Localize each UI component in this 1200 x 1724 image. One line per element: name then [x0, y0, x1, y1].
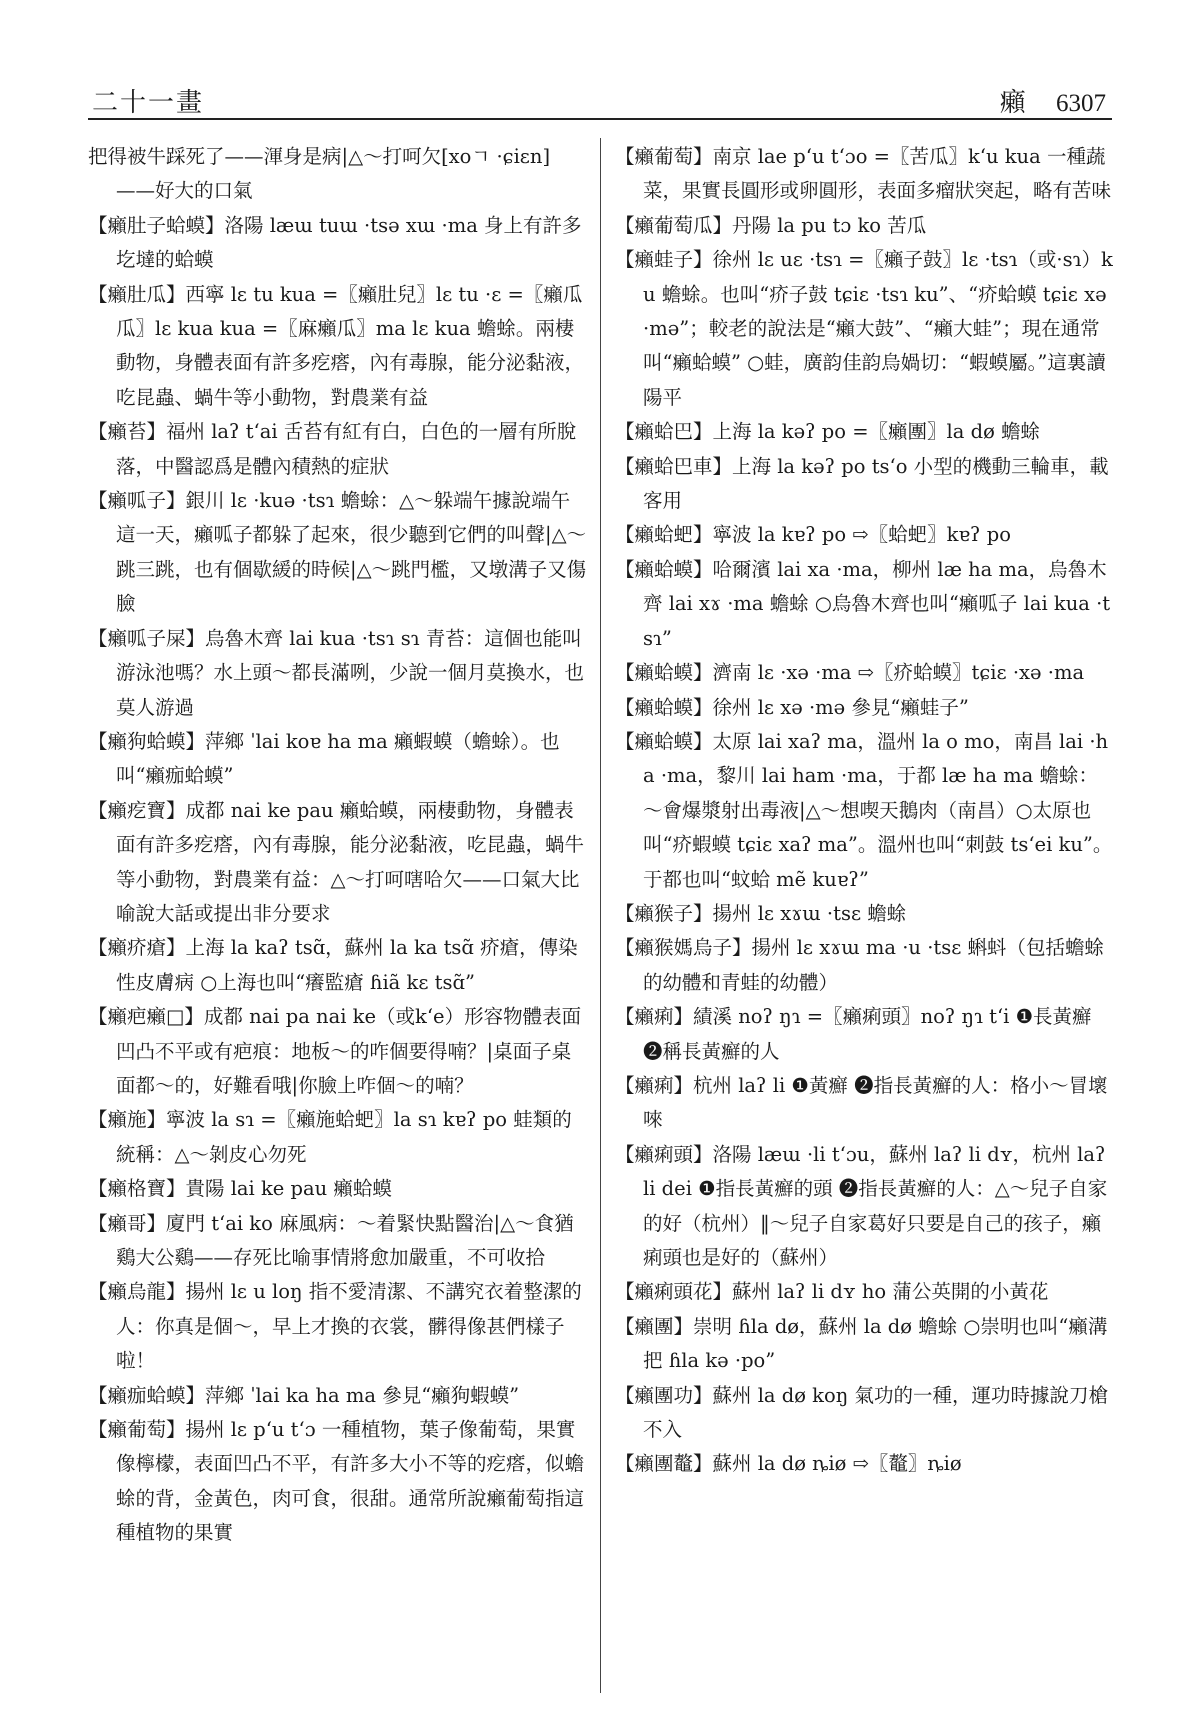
dictionary-entry: 【癩痢頭花】蘇州 laʔ li dʏ ho 蒲公英開的小黃花: [615, 1280, 1049, 1304]
dictionary-entry: 【癩團】崇明 ɦla dø，蘇州 la dø 蟾蜍 ○崇明也叫“癩溝把 ɦla kə ·po”: [615, 1314, 1108, 1373]
section-title: 二十一畫: [92, 88, 205, 118]
page-number: 6307: [1056, 90, 1106, 117]
dictionary-entry: 【癩蛙子】徐州 lɛ uɛ ·tsɿ =〖癩子鼓〗lɛ ·tsɿ（或·sɿ）ku 蟾蜍。也叫“疥子鼓 tɕiɛ ·tsɿ ku”、“疥蛤蟆 tɕiɛ xə ·mə”；較老的說法是“癩大鼓”、“癩大蛙”；現在通常叫“癩蛤蟆” ○蛙，廣韵佳韵烏媧切：“蝦蟆屬。”這裏讀陽平: [615, 248, 1113, 409]
page-header: [88, 78, 1112, 120]
dictionary-entry: 【癩烏龍】揚州 lɛ u loŋ 指不愛清潔、不講究衣着整潔的人：你真是個～，早上才換的衣裳，髒得像甚們樣子啦！: [88, 1280, 582, 1373]
dictionary-entry: 【癩肚瓜】西寧 lɛ tu kua =〖癩肚兒〗lɛ tu ·ɛ =〖癩瓜瓜〗lɛ kua kua =〖麻癩瓜〗ma lɛ kua 蟾蜍。兩棲動物，身體表面有許多疙瘩，內有毒腺，能分泌黏液，吃昆蟲、蝸牛等小動物，對農業有益: [88, 282, 585, 409]
dictionary-entry: 【癩苔】福州 laʔ tʻai 舌苔有紅有白，白色的一層有所脫落，中醫認爲是體內積熱的症狀: [88, 420, 577, 478]
dictionary-entry: 【癩葡萄瓜】丹陽 la pu tɔ ko 苦瓜: [615, 213, 927, 237]
dictionary-entry: 【癩疥瘡】上海 la kaʔ tsɑ̃，蘇州 la ka tsɑ̃ 疥瘡，傳染性皮膚病 ○上海也叫“癢監瘡 ɦiã kɛ tsɑ̃”: [88, 936, 578, 994]
left-column: [88, 140, 588, 1700]
dictionary-entry: 【癩疤癩□】成都 nai pa nai ke（或kʻe）形容物體表面凹凸不平或有疤痕：地板～的咋個要得喃？|桌面子桌面都～的，好難看哦|你臉上咋個～的喃？: [88, 1005, 582, 1097]
dictionary-entry: 【癩蛤蚆】寧波 la kɐʔ po ⇨〖蛤蚆〗kɐʔ po: [615, 523, 1011, 547]
dictionary-entry: 【癩施】寧波 la sɿ =〖癩施蛤蚆〗la sɿ kɐʔ po 蛙類的統稱：△～剝皮心勿死: [88, 1108, 572, 1166]
dictionary-entry: 【癩狗蛤蟆】萍鄉 ˈlai koɐ ha ma 癩蝦蟆（蟾蜍）。也叫“癩痂蛤蟆”: [88, 729, 560, 788]
dictionary-entry: 【癩猴子】揚州 lɛ xɤɯ ·tsɛ 蟾蜍: [615, 901, 907, 925]
dictionary-entry: 【癩痢】績溪 noʔ ŋɿ =〖癩痢頭〗noʔ ŋɿ tʻi ❶長黃癬 ❷稱長黃癬的人: [615, 1005, 1092, 1063]
dictionary-entry: 【癩團鼇】蘇州 la dø ȵiø ⇨〖鼇〗ȵiø: [615, 1452, 962, 1476]
dictionary-entry: 【癩葡萄】揚州 lɛ pʻu tʻɔ 一種植物，葉子像葡萄，果實像檸檬，表面凹凸不平，有許多大小不等的疙瘩，似蟾蜍的背，金黃色，肉可食，很甜。通常所說癩葡萄指這種植物的果實: [88, 1418, 585, 1545]
column-divider: [600, 138, 601, 1693]
dictionary-entry: 【癩蛤蟆】徐州 lɛ xə ·mə 參見“癩蛙子”: [615, 695, 969, 719]
dictionary-entry: 【癩蛤巴車】上海 la kəʔ po tsʻo 小型的機動三輪車，載客用: [615, 454, 1109, 513]
dictionary-entry: 【癩痂蛤蟆】萍鄉 ˈlai ka ha ma 參見“癩狗蝦蟆”: [88, 1383, 520, 1407]
dictionary-entry: 【癩蛤蟆】哈爾濱 lai xa ·ma，柳州 læ ha ma，烏魯木齊 lai xɤ ·ma 蟾蜍 ○烏魯木齊也叫“癩呱子 lai kua ·tsɿ”: [615, 557, 1111, 650]
dictionary-entry: 【癩猴媽烏子】揚州 lɛ xɤɯ ma ·u ·tsɛ 蝌蚪（包括蟾蜍的幼體和青蛙的幼體）: [615, 936, 1105, 994]
dictionary-entry: 【癩肚子蛤蟆】洛陽 læɯ tuɯ ·tsə xɯ ·ma 身上有許多圪墶的蛤蟆: [88, 213, 582, 272]
dictionary-entry: 【癩蛤巴】上海 la kəʔ po =〖癩團〗la dø 蟾蜍: [615, 420, 1041, 444]
dictionary-entry: 【癩團功】蘇州 la dø koŋ 氣功的一種，運功時據說刀槍不入: [615, 1383, 1108, 1442]
head-character: 癩: [999, 88, 1026, 118]
right-column: [615, 140, 1115, 1700]
header-right: [1000, 82, 1106, 119]
dictionary-entry: 【癩蛤蟆】濟南 lɛ ·xə ·ma ⇨〖疥蛤蟆〗tɕiɛ ·xə ·ma: [615, 661, 1085, 685]
dictionary-entry: 【癩痢】杭州 laʔ li ❶黃癬 ❷指長黃癬的人：格小～冒壞唻: [615, 1073, 1108, 1132]
dictionary-entry: 【癩呱子屎】烏魯木齊 lai kua ·tsɿ sɿ 青苔：這個也能叫游泳池嗎？水上頭～都長滿咧，少說一個月莫換水，也莫人游過: [88, 626, 585, 719]
dictionary-entry: 【癩哥】廈門 tʻai ko 麻風病：～着緊快點醫治|△～食猶鷄大公鷄——存死比喻事情將愈加嚴重，不可收拾: [88, 1211, 574, 1269]
dictionary-entry: 【癩格寶】貴陽 lai ke pau 癩蛤蟆: [88, 1177, 392, 1201]
dictionary-entry: 【癩蛤蟆】太原 lai xaʔ ma，溫州 la o mo，南昌 lai ·ha ·ma，黎川 lai ham ·ma，于都 læ ha ma 蟾蜍：～會爆漿射出毒液|△～想喫天鵝肉（南昌）○太原也叫“疥蝦蟆 tɕiɛ xaʔ ma”。溫州也叫“刺鼓 tsʻei ku”。于都也叫“蚊蛤 mẽ kuɐʔ”: [615, 729, 1113, 891]
dictionary-entry: 【癩呱子】銀川 lɛ ·kuə ·tsɿ 蟾蜍：△～躲端午據說端午這一天，癩呱子都躲了起來，很少聽到它們的叫聲|△～跳三跳，也有個歇緩的時候|△～跳門檻，又墩溝子又傷臉: [88, 489, 587, 616]
dictionary-entry: 【癩疙寶】成都 nai ke pau 癩蛤蟆，兩棲動物，身體表面有許多疙瘩，內有毒腺，能分泌黏液，吃昆蟲，蝸牛等小動物，對農業有益：△～打呵嗐哈欠——口氣大比喻說大話或提出非分要求: [88, 798, 585, 925]
dictionary-entry: 把得被牛踩死了——渾身是病|△～打呵欠[xoㄱ ·ɕiɛn]——好大的口氣: [88, 145, 551, 203]
dictionary-entry: 【癩葡萄】南京 lae pʻu tʻɔo =〖苦瓜〗kʻu kua 一種蔬菜，果實長圓形或卵圓形，表面多瘤狀突起，略有苦味: [615, 145, 1112, 203]
dictionary-entry: 【癩痢頭】洛陽 læɯ ·li tʻɔu，蘇州 laʔ li dʏ，杭州 laʔ li dei ❶指長黃癬的頭 ❷指長黃癬的人：△～兒子自家的好（杭州）‖～兒子自家葛好只要是自己的孩子，癩痢頭也是好的（蘇州）: [615, 1142, 1108, 1269]
